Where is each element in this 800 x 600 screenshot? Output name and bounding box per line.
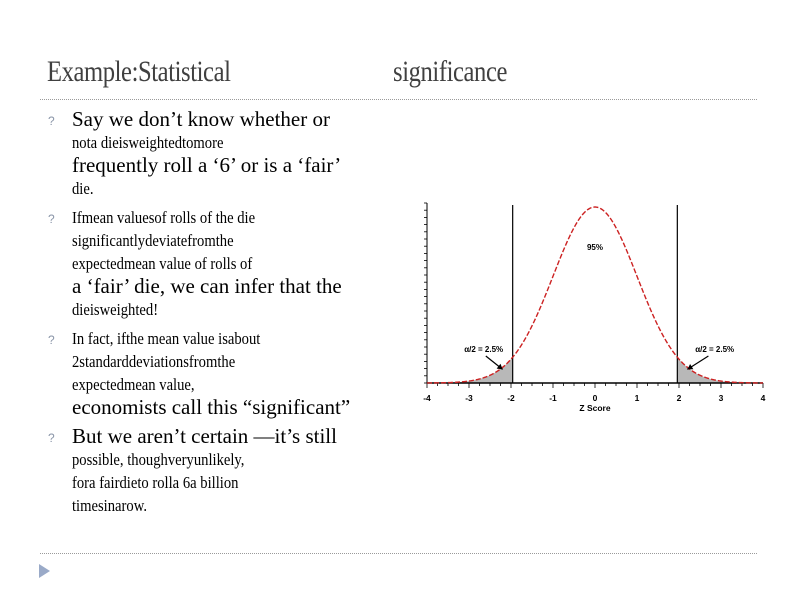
slide-title-part2: significance <box>393 55 507 88</box>
x-tick-label: 2 <box>676 393 682 403</box>
slide-title-part1: Example:Statistical <box>47 55 231 88</box>
slide-title <box>47 55 507 89</box>
x-tick-label: -1 <box>549 393 557 403</box>
normal-curve-series <box>427 207 763 383</box>
x-tick-label: 0 <box>592 393 598 403</box>
footer-divider <box>40 553 757 554</box>
x-tick-label: -2 <box>507 393 515 403</box>
x-tick-label: -3 <box>465 393 473 403</box>
bullet-item <box>48 108 393 200</box>
bullet-marker-icon: ? <box>48 431 55 445</box>
x-tick-label: -4 <box>423 393 431 403</box>
bullet-text-line: fora fairdieto rolla 6a billion <box>72 473 239 492</box>
bullet-text-line: a ‘fair’ die, we can infer that the <box>72 274 342 298</box>
bullet-text-line: frequently roll a ‘6’ or is a ‘fair’ <box>72 153 342 177</box>
x-axis-title: Z Score <box>579 403 611 413</box>
x-tick-label: 1 <box>634 393 640 403</box>
next-slide-arrow-icon[interactable] <box>39 564 50 578</box>
bullet-text-line: But we aren’t certain —it’s still <box>72 424 337 448</box>
bullet-text-line: timesinarow. <box>72 496 147 515</box>
bullet-item <box>48 425 393 517</box>
bullet-text-line: dieisweighted! <box>72 300 159 319</box>
bullet-text-line: Say we don’t know whether or <box>72 107 330 131</box>
bullet-text-line: possible, thoughveryunlikely, <box>72 450 245 469</box>
bullet-text-line: expectedmean value of rolls of <box>72 254 253 273</box>
bullet-text-line: expectedmean value, <box>72 375 195 394</box>
bullet-text-line: economists call this “significant” <box>72 395 351 419</box>
right-tail-area <box>677 357 763 383</box>
bullet-text-line: In fact, ifthe mean value isabout <box>72 329 261 348</box>
bullet-item <box>48 327 393 419</box>
bullet-marker-icon: ? <box>48 333 55 347</box>
title-divider <box>40 99 757 100</box>
center-area-label: 95% <box>586 243 604 252</box>
bullet-text-line: nota dieisweightedtomore <box>72 133 224 152</box>
bullet-text-line: 2standarddeviationsfromthe <box>72 352 236 371</box>
x-tick-label: 3 <box>718 393 724 403</box>
bullet-list <box>48 108 393 523</box>
bullet-text-line: die. <box>72 179 94 198</box>
bullet-marker-icon: ? <box>48 212 55 226</box>
bullet-text-line: significantlydeviatefromthe <box>72 231 234 250</box>
left-tail-label: α/2 = 2.5% <box>464 345 504 354</box>
bullet-marker-icon: ? <box>48 114 55 128</box>
bullet-text-line: Ifmean valuesof rolls of the die <box>72 208 256 227</box>
bullet-item <box>48 206 393 321</box>
right-tail-label: α/2 = 2.5% <box>695 345 735 354</box>
normal-distribution-chart <box>415 195 770 425</box>
x-tick-label: 4 <box>760 393 766 403</box>
